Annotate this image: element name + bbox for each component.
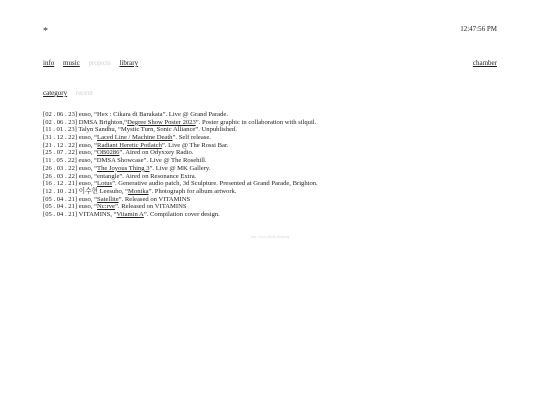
entry-link[interactable]: Satellite xyxy=(97,195,119,203)
entry-link[interactable]: Laced Line / Machine Death xyxy=(97,134,173,142)
nav-projects-link[interactable]: projects xyxy=(88,59,111,67)
clock: 12:47:56 PM xyxy=(460,25,497,33)
entry-text-after: ”. Poster graphic in collaboration with silquil. xyxy=(195,118,317,126)
entry-date: [11 . 05 . 22] xyxy=(43,157,77,165)
entry-date: [05 . 04 . 21] xyxy=(43,203,78,211)
entry-link[interactable]: The Joyous Thing 3 xyxy=(97,164,150,172)
entry-text-after: ”. Photograph for album artwork. xyxy=(148,187,237,195)
list-item xyxy=(43,157,497,165)
list-item xyxy=(43,111,497,119)
list-item xyxy=(43,211,497,219)
list-item xyxy=(43,196,497,204)
entry-text-after: ”. Released on VITAMINS xyxy=(115,203,187,211)
entry-text: euso, “ xyxy=(77,141,98,149)
list-item xyxy=(43,142,497,150)
entry-date: [26 . 03 . 22] xyxy=(43,164,78,172)
entry-date: [05 . 04 . 21] xyxy=(43,195,78,203)
list-item xyxy=(43,173,497,181)
top-bar xyxy=(43,25,497,37)
entry-date: [11 . 01 . 23] xyxy=(43,126,77,134)
entry-date: [02 . 06 . 23] xyxy=(43,118,78,126)
list-item xyxy=(43,180,497,188)
entry-date: [25 . 07 . 22] xyxy=(43,149,78,157)
entry-text-after: ”. Live @ MK Gallery. xyxy=(149,164,211,172)
list-item xyxy=(43,203,497,211)
entry-link[interactable]: Lotus xyxy=(97,180,113,188)
nav-music-link[interactable]: music xyxy=(63,59,80,67)
entry-text: Talyn Sandhu, “Mystic Turn, Sonic Alliance”. Unpublished. xyxy=(76,126,237,134)
entry-text: euso, “Hex : Cikara di Barakata”. Live @ Grand Parade. xyxy=(77,111,228,118)
list-item xyxy=(43,165,497,173)
entry-text: euso, “ xyxy=(77,180,98,188)
entry-text-after: ”. Compilation cover design. xyxy=(143,210,220,218)
entry-text-after: ”. Released on VITAMINS xyxy=(118,195,191,203)
entry-text: euso, “ xyxy=(77,149,98,157)
entry-link[interactable]: Degree Show Poster 2023 xyxy=(127,118,196,126)
entry-text-after: ”. Self release. xyxy=(172,134,211,142)
entry-text-after: ”. Aired on Odyxxey Radio. xyxy=(119,149,194,157)
entry-date: [21 . 12 . 22] xyxy=(43,141,78,149)
entry-date: [31 . 12 . 22] xyxy=(43,134,78,142)
list-item xyxy=(43,119,497,127)
entry-text: euso, “ xyxy=(77,164,98,172)
list-item xyxy=(43,126,497,134)
subnav-recent-link[interactable]: recent xyxy=(75,89,93,97)
entry-link[interactable]: Radiant Heretic Potlatch xyxy=(97,141,162,149)
entry-text: DMSA Brighton,“ xyxy=(77,118,128,126)
nav-chamber-link[interactable]: chamber xyxy=(472,59,497,67)
project-list xyxy=(43,111,497,219)
list-item xyxy=(43,149,497,157)
entry-text: euso, “entangle”. Aired on Resonance Extra. xyxy=(77,172,197,180)
entry-text-after: ”. Live @ The Rossi Bar. xyxy=(161,141,229,149)
entry-date: [12 . 10 . 21] xyxy=(43,187,78,195)
entry-text-after: ”. Generative audio patch, 3d Sculpture. Presented at Grand Parade, Brighton. xyxy=(112,180,318,188)
nav-info-link[interactable]: info xyxy=(43,59,55,67)
list-item xyxy=(43,188,497,196)
subnav-category-link[interactable]: category xyxy=(43,89,68,97)
list-item xyxy=(43,134,497,142)
entry-link[interactable]: Monika xyxy=(128,187,149,195)
entry-text: euso, “DMSA Showcase”. Live @ The Rosehill. xyxy=(76,157,207,165)
entry-date: [02 . 06 . 23] xyxy=(43,111,78,118)
entry-link[interactable]: Nc:rve xyxy=(97,203,115,211)
entry-text: euso, “ xyxy=(77,195,98,203)
entry-date: [05 . 04 . 21] xyxy=(43,210,78,218)
footer-note: site, www.tfunk.dodong xyxy=(250,234,290,239)
entry-link[interactable]: OB0286 xyxy=(97,149,120,157)
star-logo-icon[interactable]: * xyxy=(43,26,48,37)
main-nav xyxy=(43,59,497,69)
entry-link[interactable]: Vitamin A xyxy=(116,210,144,218)
entry-date: [26 . 03 . 22] xyxy=(43,172,78,180)
sub-nav xyxy=(43,89,100,97)
entry-text: euso, “ xyxy=(77,134,98,142)
entry-text: VITAMINS, “ xyxy=(77,210,117,218)
entry-date: [16 . 12 . 21] xyxy=(43,180,78,188)
nav-library-link[interactable]: library xyxy=(119,59,139,67)
entry-text: euso, “ xyxy=(77,203,98,211)
entry-text: 이수현 Leesuho, “ xyxy=(77,187,129,195)
